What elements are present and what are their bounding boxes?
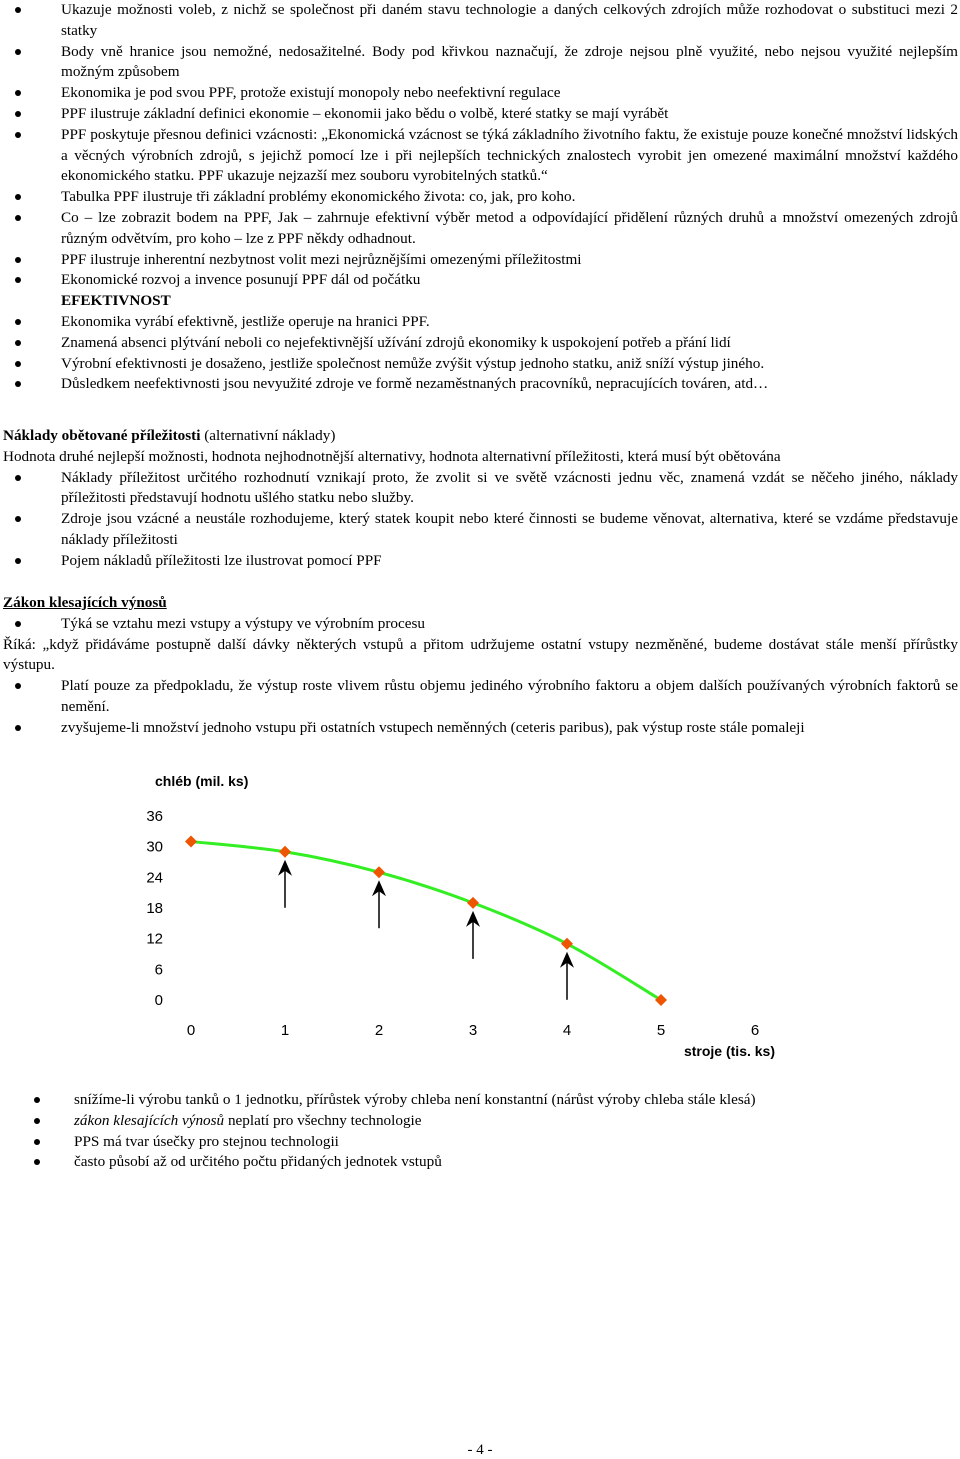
x-tick-label: 0 xyxy=(186,1022,196,1039)
y-axis-label: chléb (mil. ks) xyxy=(155,773,249,789)
list-item: Ekonomika vyrábí efektivně, jestliže operuje na hranici PPF. xyxy=(3,312,958,333)
y-tick-label: 36 xyxy=(146,808,163,825)
list-item: Výrobní efektivnosti je dosaženo, jestliže společnost nemůže zvýšit výstup jednoho statku, aniž sníží výstup jiného. xyxy=(3,354,958,375)
x-tick-label: 5 xyxy=(656,1022,666,1039)
x-tick-label: 6 xyxy=(750,1022,760,1039)
list-item: Důsledkem neefektivnosti jsou nevyužité zdroje ve formě nezaměstnaných pracovníků, nepracujících továren, atd… xyxy=(3,374,958,395)
section-heading: Náklady obětované příležitosti xyxy=(3,427,201,444)
y-tick-label: 12 xyxy=(146,930,163,948)
list-item: snížíme-li výrobu tanků o 1 jednotku, přírůstek výroby chleba není konstantní (nárůst výroby chleba stále klesá) xyxy=(22,1090,922,1111)
list-item: Tabulka PPF ilustruje tři základní problémy ekonomického života: co, jak, pro koho. xyxy=(3,187,958,208)
law-name: zákon klesajících výnosů xyxy=(74,1111,225,1129)
list-item: Týká se vztahu mezi vstupy a výstupy ve výrobním procesu xyxy=(3,614,958,635)
y-tick-label: 18 xyxy=(146,900,163,917)
ppf-properties-section xyxy=(3,0,958,395)
y-tick-label: 24 xyxy=(146,869,163,887)
definition-text: Hodnota druhé nejlepší možnosti, hodnota nejhodnotnější alternativy, hodnota alternativní příležitosti, která musí být obětována xyxy=(3,447,781,465)
law-rest: neplatí pro všechny technologie xyxy=(224,1111,422,1129)
ppf-chart xyxy=(143,760,783,1070)
list-item: zvyšujeme-li množství jednoho vstupu při ostatních vstupech neměnných (ceteris paribus), pak výstup roste stále pomaleji xyxy=(3,718,958,739)
list-item: Co – lze zobrazit bodem na PPF, Jak – zahrnuje efektivní výběr metod a odpovídající přidělení různých druhů a množství omezených zdrojů různým odvětvím, pro koho – lze z PPF někdy odhadnout. xyxy=(3,208,958,250)
saying-text: Říká: „když přidáváme postupně další dávky některých vstupů a přitom udržujeme ostatní vstupy nezměněné, budeme dostávat stále menší přírůstky výstupu. xyxy=(3,635,958,674)
list-item: Zdroje jsou vzácné a neustále rozhodujeme, který statek koupit nebo které činnosti se budeme věnovat, alternativa, které se vzdáme představuje náklady příležitosti xyxy=(3,509,958,551)
x-tick-label: 3 xyxy=(468,1022,478,1039)
list-item: Ukazuje možnosti voleb, z nichž se společnost při daném stavu technologie a daných celkových zdrojích může rozhodovat o substituci mezi 2 statky xyxy=(3,0,958,42)
list-item: PPF poskytuje přesnou definici vzácnosti: „Ekonomická vzácnost se týká základního životního faktu, že existuje pouze konečné množství lidských a věcných výrobních zdrojů, s jejichž pomocí lze i při nejlepších technických znalostech vyrobit jen omezené maximální množství každého ekonomického statku. PPF ukazuje nejzazší mez souboru vyrobitelných statků.“ xyxy=(3,125,958,187)
page-number: - 4 - xyxy=(467,1442,493,1458)
diminishing-returns-section xyxy=(3,593,958,739)
section-heading: Zákon klesajících výnosů xyxy=(3,594,167,611)
list-item: PPF ilustruje základní definici ekonomie – ekonomii jako bědu o volbě, které statky se mají vyrábět xyxy=(3,104,958,125)
ppf-chart-svg xyxy=(143,760,783,1070)
x-axis-label: stroje (tis. ks) xyxy=(683,1043,775,1059)
x-tick-label: 4 xyxy=(562,1022,572,1039)
list-item: často působí až od určitého počtu přidaných jednotek vstupů xyxy=(22,1152,922,1173)
list-item: PPF ilustruje inherentní nezbytnost volit mezi nejrůznějšími omezenými příležitostmi xyxy=(3,250,958,271)
list-item: PPS má tvar úsečky pro stejnou technologii xyxy=(22,1132,922,1153)
x-tick-label: 2 xyxy=(374,1022,384,1039)
opportunity-heading-line xyxy=(3,426,958,447)
efficiency-heading: EFEKTIVNOST xyxy=(61,292,171,310)
list-item xyxy=(22,1111,922,1132)
opportunity-cost-section xyxy=(3,426,958,572)
list-item: Ekonomické rozvoj a invence posunují PPF dál od počátku xyxy=(3,270,958,291)
y-tick-label: 30 xyxy=(146,838,163,856)
list-item: Ekonomika je pod svou PPF, protože existují monopoly nebo neefektivní regulace xyxy=(3,83,958,104)
list-item: Platí pouze za předpokladu, že výstup roste vlivem růstu objemu jediného výrobního faktoru a objem dalších používaných výrobních faktorů se nemění. xyxy=(3,676,958,718)
heading-suffix: (alternativní náklady) xyxy=(200,427,336,444)
list-item: Body vně hranice jsou nemožné, nedosažitelné. Body pod křivkou naznačují, že zdroje nejsou plně využité, nebo nejsou využité nejlepším možným způsobem xyxy=(3,42,958,84)
closing-section xyxy=(22,1090,922,1173)
list-item: Pojem nákladů příležitosti lze ilustrovat pomocí PPF xyxy=(3,551,958,572)
y-tick-label: 6 xyxy=(154,961,163,979)
x-tick-label: 1 xyxy=(280,1022,290,1039)
y-tick-label: 0 xyxy=(154,992,163,1009)
list-item: Znamená absenci plýtvání neboli co nejefektivnější užívání zdrojů ekonomiky k uspokojení potřeb a přání lidí xyxy=(3,333,958,354)
list-item: Náklady příležitost určitého rozhodnutí vznikají proto, že zvolit si ve světě vzácnosti jednu věc, znamená vzdát se něčeho jiného, náklady příležitosti představují hodnotu ušlého statku nebo služby. xyxy=(3,468,958,510)
